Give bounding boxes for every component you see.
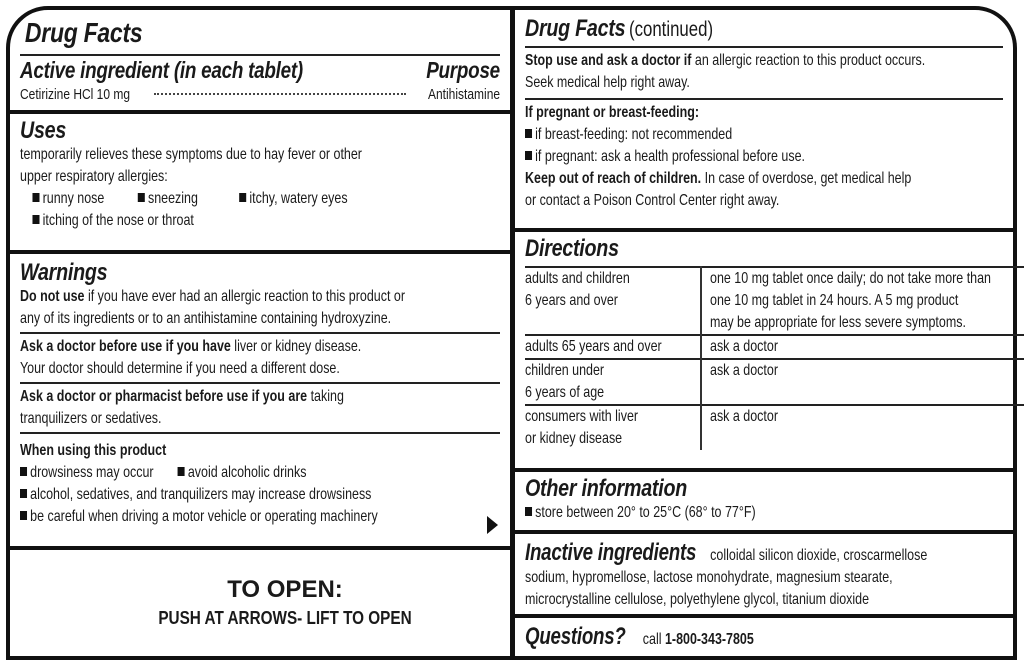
- keep-out-line1: Keep out of reach of children. In case of overdose, get medical help: [525, 170, 912, 187]
- directions-heading: Directions: [525, 235, 619, 262]
- ask-pharmacist-line1: Ask a doctor or pharmacist before use if you are taking: [20, 388, 344, 405]
- when-using-heading: When using this product: [20, 442, 167, 459]
- ask-doctor-line2: Your doctor should determine if you need a different dose.: [20, 360, 340, 377]
- bullet-icon: [20, 489, 27, 498]
- stop-use-line2: Seek medical help right away.: [525, 74, 690, 91]
- inactive-line2: sodium, hypromellose, lactose monohydrate, magnesium stearate,: [525, 569, 893, 586]
- stop-use-section: [515, 10, 1013, 232]
- push-arrow-icon[interactable]: [487, 516, 498, 534]
- to-open-subtitle: PUSH AT ARROWS- LIFT TO OPEN: [158, 608, 412, 628]
- stop-use-line1: Stop use and ask a doctor if an allergic reaction to this product occurs.: [525, 52, 926, 69]
- purpose-heading: Purpose: [426, 57, 500, 83]
- active-ingredient-heading: Active ingredient (in each tablet): [20, 57, 303, 83]
- ingredient-name: Cetirizine HCl 10 mg: [20, 86, 131, 103]
- ingredient-purpose: Antihistamine: [427, 86, 500, 103]
- drug-facts-panel-right: [511, 6, 1017, 660]
- do-not-use-line2: any of its ingredients or to an antihistamine containing hydroxyzine.: [20, 310, 392, 327]
- bullet-icon: [239, 193, 246, 202]
- questions-row: Questions? call 1-800-343-7805: [525, 623, 754, 650]
- keep-out-line2: or contact a Poison Control Center right away.: [525, 192, 780, 209]
- do-not-use-line1: Do not use if you have ever had an allergic reaction to this product or: [20, 288, 405, 305]
- inactive-ingredients-section: [515, 534, 1013, 618]
- warnings-heading: Warnings: [20, 259, 108, 286]
- other-information-heading: Other information: [525, 475, 688, 502]
- when-using-row1: drowsiness may occur avoid alcoholic drinks: [20, 462, 394, 484]
- warnings-section: [10, 254, 510, 550]
- table-row: adults and children 6 years and over one 10 mg tablet once daily; do not take more than one 10 mg tablet in 24 hours. A 5 mg product may be appropriate for less severe symptoms.: [525, 267, 1024, 335]
- continued-title-row: [525, 16, 1003, 42]
- bullet-icon: [178, 467, 185, 476]
- continued-label: (continued): [629, 18, 714, 41]
- bullet-icon: [525, 129, 532, 138]
- pregnant-heading: If pregnant or breast-feeding:: [525, 104, 700, 121]
- questions-heading: Questions?: [525, 623, 626, 650]
- phone-number[interactable]: 1-800-343-7805: [664, 631, 754, 648]
- bullet-icon: [525, 507, 532, 516]
- ask-doctor-line1: Ask a doctor before use if you have liver or kidney disease.: [20, 338, 362, 355]
- active-ingredient-section: [10, 10, 510, 114]
- to-open-title: TO OPEN:: [227, 576, 343, 603]
- uses-heading: Uses: [20, 117, 67, 144]
- directions-section: [515, 232, 1013, 472]
- ask-pharmacist-line2: tranquilizers or sedatives.: [20, 410, 162, 427]
- to-open-section: [10, 550, 510, 656]
- table-row: adults 65 years and over ask a doctor: [525, 335, 1024, 359]
- when-using-row3: be careful when driving a motor vehicle or operating machinery: [20, 506, 394, 528]
- bullet-icon: [138, 193, 145, 202]
- pregnant-bullet2: if pregnant: ask a health professional before use.: [525, 146, 898, 168]
- questions-section: [515, 618, 1013, 656]
- other-information-section: [515, 472, 1013, 534]
- bullet-icon: [32, 215, 39, 224]
- drug-facts-title: Drug Facts: [24, 17, 143, 48]
- leader-dots: [154, 93, 406, 95]
- drug-facts-continued-title: Drug Facts: [525, 15, 626, 42]
- pregnant-bullet1: if breast-feeding: not recommended: [525, 124, 898, 146]
- uses-bullets-row1: runny nose sneezing itchy, watery eyes: [20, 188, 394, 210]
- bullet-icon: [32, 193, 39, 202]
- storage-bullet: store between 20° to 25°C (68° to 77°F): [525, 502, 898, 524]
- uses-bullets-row2: itching of the nose or throat: [20, 210, 394, 232]
- drug-facts-panel-left: [6, 6, 514, 660]
- bullet-icon: [20, 467, 27, 476]
- inactive-ingredients-heading: Inactive ingredients: [525, 539, 697, 566]
- uses-section: [10, 114, 510, 254]
- bullet-icon: [20, 511, 27, 520]
- when-using-row2: alcohol, sedatives, and tranquilizers may increase drowsiness: [20, 484, 394, 506]
- uses-text-line2: upper respiratory allergies:: [20, 168, 168, 185]
- uses-text-line1: temporarily relieves these symptoms due to hay fever or other: [20, 146, 362, 163]
- bullet-icon: [525, 151, 532, 160]
- inactive-line1: Inactive ingredients colloidal silicon dioxide, croscarmellose: [525, 539, 928, 566]
- inactive-line3: microcrystalline cellulose, polyethylene glycol, titanium dioxide: [525, 591, 870, 608]
- directions-table: [525, 266, 1024, 450]
- table-row: consumers with liver or kidney disease ask a doctor: [525, 405, 1024, 450]
- table-row: children under 6 years of age ask a doctor: [525, 359, 1024, 405]
